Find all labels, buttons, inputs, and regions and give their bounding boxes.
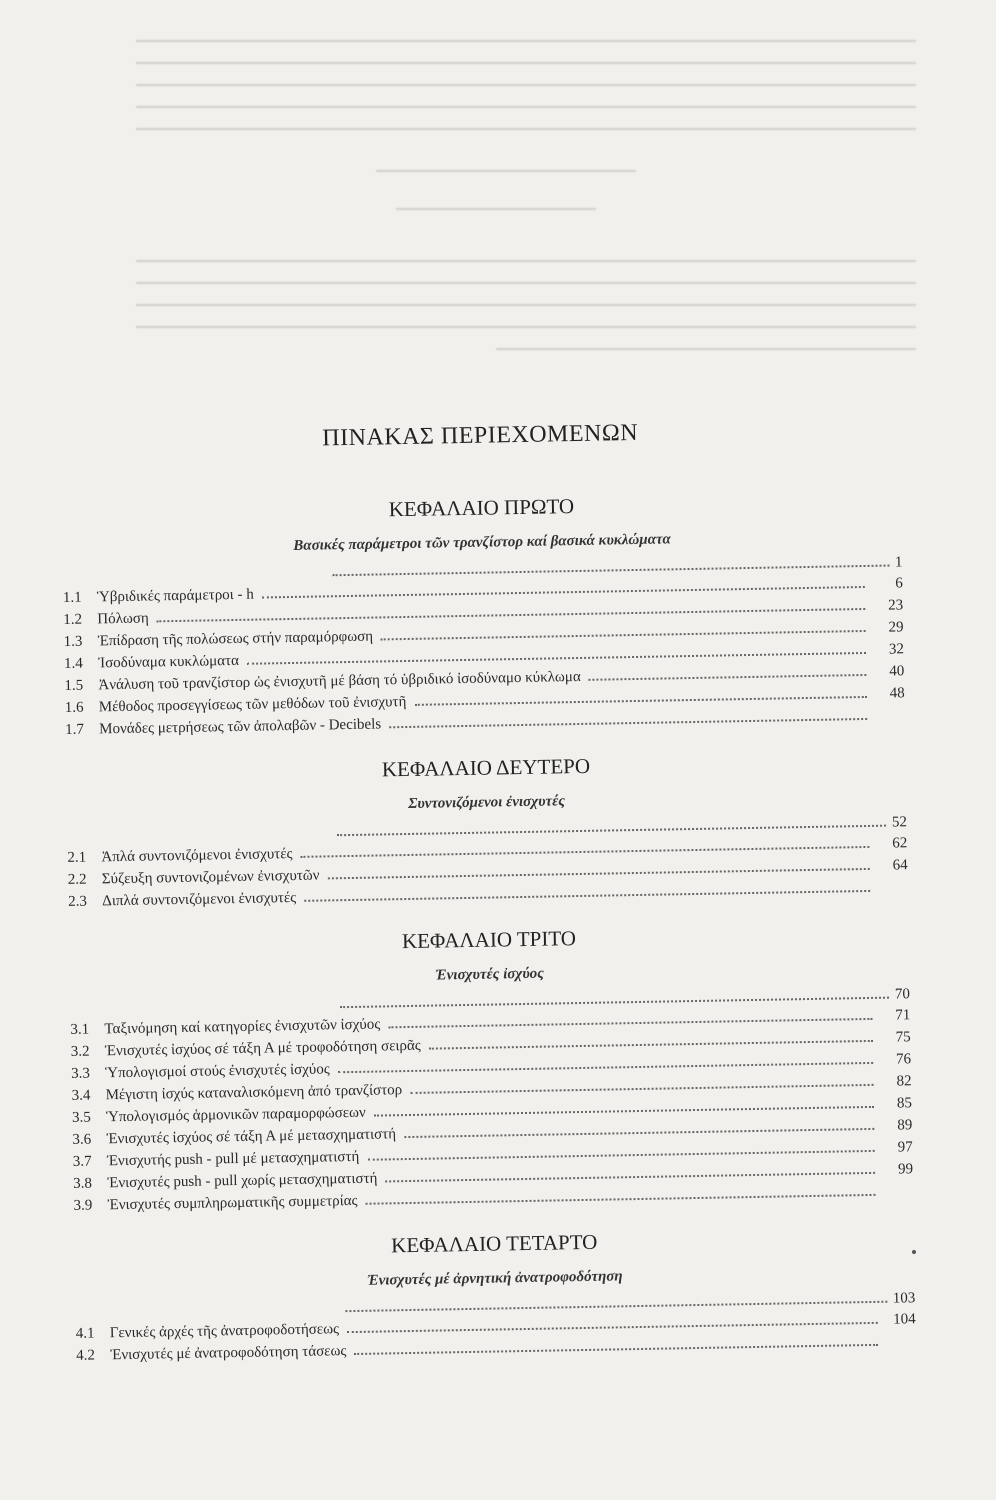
entry-title: Γενικές ἀρχές τῆς ἀνατροφοδοτήσεως <box>109 1321 340 1342</box>
leader-dots <box>366 1194 876 1205</box>
leader-dots <box>589 674 867 681</box>
entry-number: 1.1 <box>62 589 82 606</box>
chapter-title: ΚΕΦΑΛΑΙΟ ΠΡΩΤΟ <box>388 494 575 522</box>
entry-number: 3.9 <box>73 1197 93 1214</box>
leader-dots <box>354 1344 878 1355</box>
entry-title: Ὑπολογισμοί στούς ἐνισχυτές ἰσχύος <box>105 1061 330 1082</box>
page-title: ΠΙΝΑΚΑΣ ΠΕΡΙΕΧΟΜΕΝΩΝ <box>322 419 639 452</box>
entry-page <box>883 1195 913 1196</box>
leader-dots <box>381 630 866 640</box>
leader-dots <box>340 985 889 1009</box>
entry-number: 4.1 <box>75 1325 95 1342</box>
entry-title: Ἐνισχυτές συμπληρωματικῆς συμμετρίας <box>107 1192 358 1214</box>
leader-dots <box>385 1172 875 1183</box>
entry-number: 1.5 <box>64 677 84 694</box>
entry-title: Διπλά συντονιζόμενοι ἐνισχυτές <box>102 889 297 910</box>
entry-page: 6 <box>895 575 903 592</box>
entry-title: Ἰσοδύναμα κυκλώματα <box>97 652 240 672</box>
entry-number: 2.3 <box>68 893 88 910</box>
entry-title: Ὑπολογισμός ἁρμονικῶν παραμορφώσεων <box>105 1104 366 1126</box>
entry-page: 99 <box>897 1161 914 1178</box>
leader-dots <box>410 1084 873 1094</box>
entry-page <box>878 891 908 892</box>
leader-dots <box>304 890 870 902</box>
leader-dots <box>332 553 889 577</box>
entry-number: 3.2 <box>70 1043 90 1060</box>
entry-page: 23 <box>888 597 904 614</box>
leader-dots <box>345 1289 887 1312</box>
entry-page <box>886 1345 916 1346</box>
chapter-2 <box>66 748 908 913</box>
entry-page: 89 <box>897 1117 913 1134</box>
entry-page <box>875 719 905 720</box>
entry-title: Ἁπλά συντονιζόμενοι ἐνισχυτές <box>101 846 293 866</box>
chapter-subtitle: Ἐνισχυτές ἰσχύος <box>435 965 545 984</box>
leader-dots <box>374 1106 874 1117</box>
leader-dots <box>429 1040 873 1050</box>
entry-title: Ἀνάλυση τοῦ τρανζίστορ ὡς ἐνισχυτῆ μέ βάση τό ὑβριδικό ἰσοδύναμο κύκλωμα <box>98 668 581 694</box>
intro-page: 70 <box>894 986 911 1003</box>
entry-title: Ὑβριδικές παράμετροι - h <box>96 586 254 606</box>
entry-page: 75 <box>895 1029 911 1046</box>
entry-title: Σύζευξη συντονιζομένων ἐνισχυτῶν <box>101 867 320 888</box>
entry-title: Πόλωση <box>97 610 149 628</box>
chapter-title: ΚΕΦΑΛΑΙΟ ΤΕΤΑΡΤΟ <box>390 1229 598 1258</box>
chapter-title: ΚΕΦΑΛΑΙΟ ΤΡΙΤΟ <box>401 926 577 954</box>
entry-page: 97 <box>897 1139 913 1156</box>
entry-title: Μέθοδος προσεγγίσεως τῶν μεθόδων τοῦ ἐνισχυτῆ <box>98 693 407 716</box>
chapter-subtitle: Συντονιζόμενοι ἐνισχυτές <box>407 793 566 812</box>
chapter-subtitle: Ἐνισχυτές μέ ἀρνητική ἀνατροφοδότηση <box>367 1268 623 1289</box>
chapter-4 <box>74 1224 916 1367</box>
entry-title: Ἐνισχυτές ἰσχύος σέ τάξη Α μέ τροφοδότηση σειρᾶς <box>104 1037 421 1060</box>
chapter-title: ΚΕΦΑΛΑΙΟ ΔΕΥΤΕΡΟ <box>381 753 591 782</box>
leader-dots <box>337 813 886 837</box>
leader-dots <box>367 1150 874 1161</box>
entry-title: Ἐνισχυτές push - pull χωρίς μετασχηματιστή <box>107 1170 378 1192</box>
entry-page: 85 <box>896 1095 913 1112</box>
entry-number: 4.2 <box>76 1347 96 1364</box>
stray-ink-mark <box>912 1250 916 1254</box>
entry-title: Ἐνισχυτές μέ ἀνατροφοδότηση τάσεως <box>110 1343 347 1364</box>
intro-page: 52 <box>891 814 908 831</box>
entry-page: 48 <box>889 685 905 702</box>
entry-page: 32 <box>888 641 905 658</box>
entry-number: 1.7 <box>65 721 85 738</box>
chapter-subtitle: Βασικές παράμετροι τῶν τρανζίστορ καί βασικά κυκλώματα <box>293 531 671 554</box>
entry-number: 3.6 <box>72 1131 92 1148</box>
entry-number: 1.4 <box>63 655 83 672</box>
entry-number: 2.2 <box>67 871 87 888</box>
entry-title: Ἐνισχυτής push - pull μέ μετασχηματιστή <box>106 1148 360 1170</box>
entry-number: 1.2 <box>63 611 83 628</box>
leader-dots <box>388 1018 872 1028</box>
entry-page: 40 <box>889 663 905 680</box>
leader-dots <box>404 1128 874 1138</box>
chapter-1 <box>61 488 905 741</box>
entry-page: 29 <box>888 619 904 636</box>
entry-number: 1.3 <box>63 633 83 650</box>
reverse-page-bleed-through <box>0 0 996 380</box>
leader-dots <box>414 696 866 706</box>
entry-number: 3.5 <box>71 1109 91 1126</box>
entry-page: 71 <box>895 1007 911 1024</box>
chapter-3 <box>69 920 914 1217</box>
entry-number: 3.3 <box>71 1065 91 1082</box>
table-of-contents <box>60 415 917 1389</box>
entry-title: Ταξινόμηση καί κατηγορίες ἐνισχυτῶν ἰσχύος <box>104 1016 381 1038</box>
entry-title: Μέγιστη ἰσχύς καταναλισκόμενη ἀπό τρανζίστορ <box>105 1082 403 1104</box>
entry-title: Ἐπίδραση τῆς πολώσεως στήν παραμόρφωση <box>97 628 374 650</box>
entry-number: 3.4 <box>71 1087 91 1104</box>
intro-page: 103 <box>892 1290 916 1307</box>
entry-page: 62 <box>892 835 908 852</box>
entry-page: 76 <box>895 1051 912 1068</box>
entry-page: 64 <box>892 857 908 874</box>
entry-number: 2.1 <box>67 849 87 866</box>
entry-title: Μονάδες μετρήσεως τῶν ἀπολαβῶν - Decibels <box>99 716 382 738</box>
entry-number: 3.1 <box>70 1021 90 1038</box>
entry-number: 3.8 <box>73 1175 93 1192</box>
leader-dots <box>389 718 867 728</box>
entry-page: 82 <box>896 1073 912 1090</box>
intro-page: 1 <box>894 554 903 571</box>
entry-number: 3.7 <box>72 1153 92 1170</box>
entry-page: 104 <box>893 1311 916 1328</box>
entry-number: 1.6 <box>64 699 84 716</box>
entry-title: Ἐνισχυτές ἰσχύος σέ τάξη Α μέ μετασχηματιστή <box>106 1126 397 1148</box>
